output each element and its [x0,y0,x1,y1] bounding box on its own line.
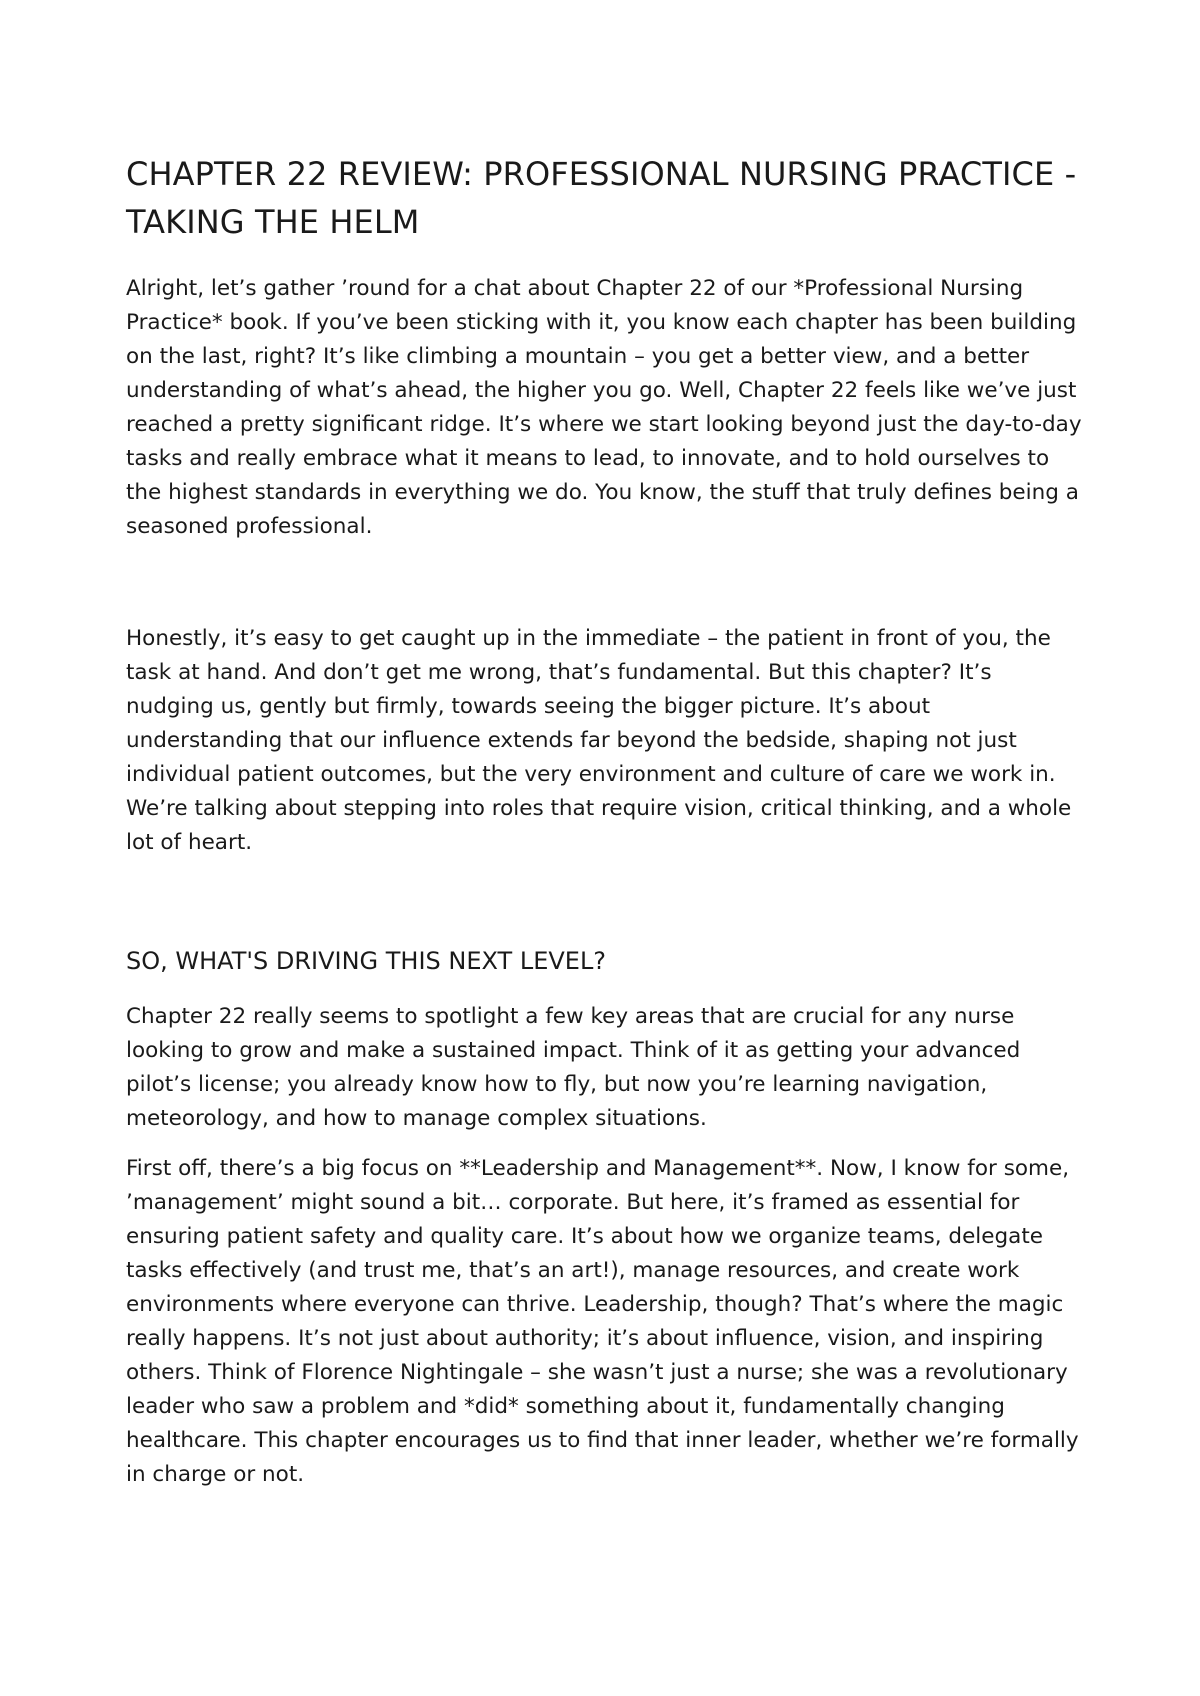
section-paragraph-2: First off, there’s a big focus on **Leadership and Management**. Now, I know for some, ’management’ might sound a bit… corporate. But here, it’s framed as essential for ensuring patient safety and quality care. It’s about how we organize teams, delegate tasks effectively (and trust me, that’s an art!), manage resources, and create work environments where everyone can thrive. Leadership, though? That’s where the magic really happens. It’s not just about authority; it’s about influence, vision, and inspiring others. Think of Florence Nightingale – she wasn’t just a nurse; she was a revolutionary leader who saw a problem and *did* something about it, fundamentally changing healthcare. This chapter encourages us to find that inner leader, whether we’re formally in charge or not. [126,1156,1079,1487]
section-paragraph-1: Chapter 22 really seems to spotlight a few key areas that are crucial for any nurse looking to grow and make a sustained impact. Think of it as getting your advanced pilot’s license; you already know how to fly, but now you’re learning navigation, meteorology, and how to manage complex situations. [126,1004,1021,1131]
section-heading: SO, WHAT'S DRIVING THIS NEXT LEVEL? [126,947,607,975]
intro-paragraph-2: Honestly, it’s easy to get caught up in the immediate – the patient in front of you, the task at hand. And don’t get me wrong, that’s fundamental. But this chapter? It’s nudging us, gently but firmly, towards seeing the bigger picture. It’s about understanding that our influence extends far beyond the bedside, shaping not just individual patient outcomes, but the very environment and culture of care we work in. We’re talking about stepping into roles that require vision, critical thinking, and a whole lot of heart. [126,626,1072,855]
document-page [126,150,1086,1492]
section-spacer [126,860,1086,944]
paragraph-spacer [126,544,1086,622]
intro-paragraph-1: Alright, let’s gather ’round for a chat about Chapter 22 of our *Professional Nursing Practice* book. If you’ve been sticking with it, you know each chapter has been building on the last, right? It’s like climbing a mountain – you get a better view, and a better understanding of what’s ahead, the higher you go. Well, Chapter 22 feels like we’ve just reached a pretty significant ridge. It’s where we start looking beyond just the day-to-day tasks and really embrace what it means to lead, to innovate, and to hold ourselves to the highest standards in everything we do. You know, the stuff that truly defines being a seasoned professional. [126,276,1082,539]
page-title: CHAPTER 22 REVIEW: PROFESSIONAL NURSING PRACTICE - TAKING THE HELM [126,155,1077,241]
paragraph-spacer [126,1136,1086,1152]
